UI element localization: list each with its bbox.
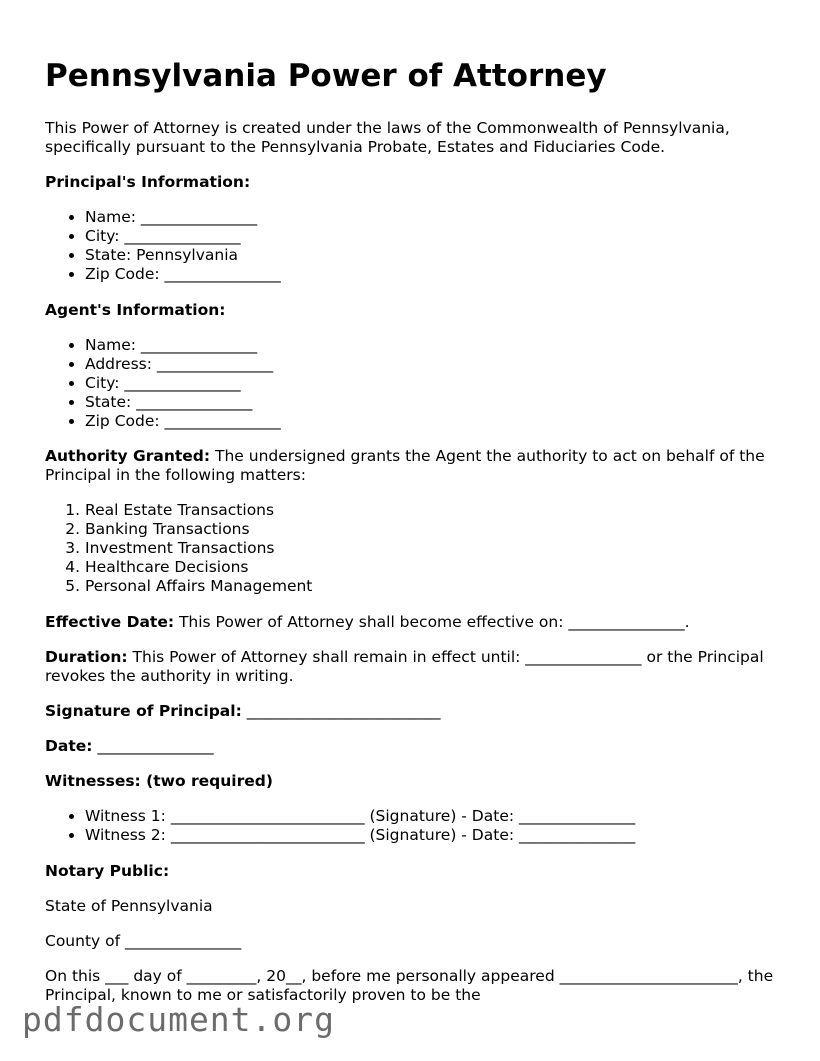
list-item: 3. Investment Transactions xyxy=(85,539,312,558)
principal-heading: Principal's Information: xyxy=(45,173,251,191)
intro-paragraph: This Power of Attorney is created under the laws of the Commonwealth of Pennsylvania, specifically pursuant to the Pennsylvania Probate, Estates and Fiduciaries Code. xyxy=(45,119,730,156)
list-item: • Witness 1: _________________________ (Signature) - Date: _______________ xyxy=(85,807,635,826)
document-title: Pennsylvania Power of Attorney xyxy=(45,58,607,94)
notary-paragraph: On this ___ day of _________, 20__, before me personally appeared _______________________, the Principal, known to me or satisfactorily proven to be the xyxy=(45,967,774,1004)
agent-heading: Agent's Information: xyxy=(45,301,226,319)
witnesses-heading: Witnesses: (two required) xyxy=(45,772,273,790)
authority-label: Authority Granted: xyxy=(45,447,211,465)
authority-list xyxy=(45,501,312,596)
list-item: 5. Personal Affairs Management xyxy=(85,577,312,596)
list-item: • Zip Code: _______________ xyxy=(85,265,281,284)
list-item: 2. Banking Transactions xyxy=(85,520,312,539)
authority-paragraph xyxy=(45,447,785,485)
authority-text: The undersigned grants the Agent the authority to act on behalf of the Principal in the following matters: xyxy=(45,447,765,484)
witnesses-list xyxy=(45,807,635,845)
list-item: • Zip Code: _______________ xyxy=(85,412,281,431)
principal-list xyxy=(45,208,281,284)
list-item: • State: _______________ xyxy=(85,393,281,412)
list-item: • Name: _______________ xyxy=(85,336,281,355)
list-item: • Address: _______________ xyxy=(85,355,281,374)
notary-state: State of Pennsylvania xyxy=(45,897,213,915)
list-item: 1. Real Estate Transactions xyxy=(85,501,312,520)
notary-heading: Notary Public: xyxy=(45,862,170,880)
list-item: • State: Pennsylvania xyxy=(85,246,281,265)
list-item: • Name: _______________ xyxy=(85,208,281,227)
watermark: pdfdocument.org xyxy=(22,1000,336,1039)
list-item: • City: _______________ xyxy=(85,227,281,246)
agent-list xyxy=(45,336,281,431)
signature-date: Date: _______________ xyxy=(45,737,214,755)
principal-signature: Signature of Principal: _________________________ xyxy=(45,702,441,720)
duration-paragraph: Duration: This Power of Attorney shall remain in effect until: _______________ or the Principal revokes the authority in writing. xyxy=(45,648,764,685)
notary-county: County of _______________ xyxy=(45,932,242,950)
list-item: • City: _______________ xyxy=(85,374,281,393)
list-item: 4. Healthcare Decisions xyxy=(85,558,312,577)
effective-date: Effective Date: This Power of Attorney shall become effective on: _______________. xyxy=(45,613,690,631)
list-item: • Witness 2: _________________________ (Signature) - Date: _______________ xyxy=(85,826,635,845)
